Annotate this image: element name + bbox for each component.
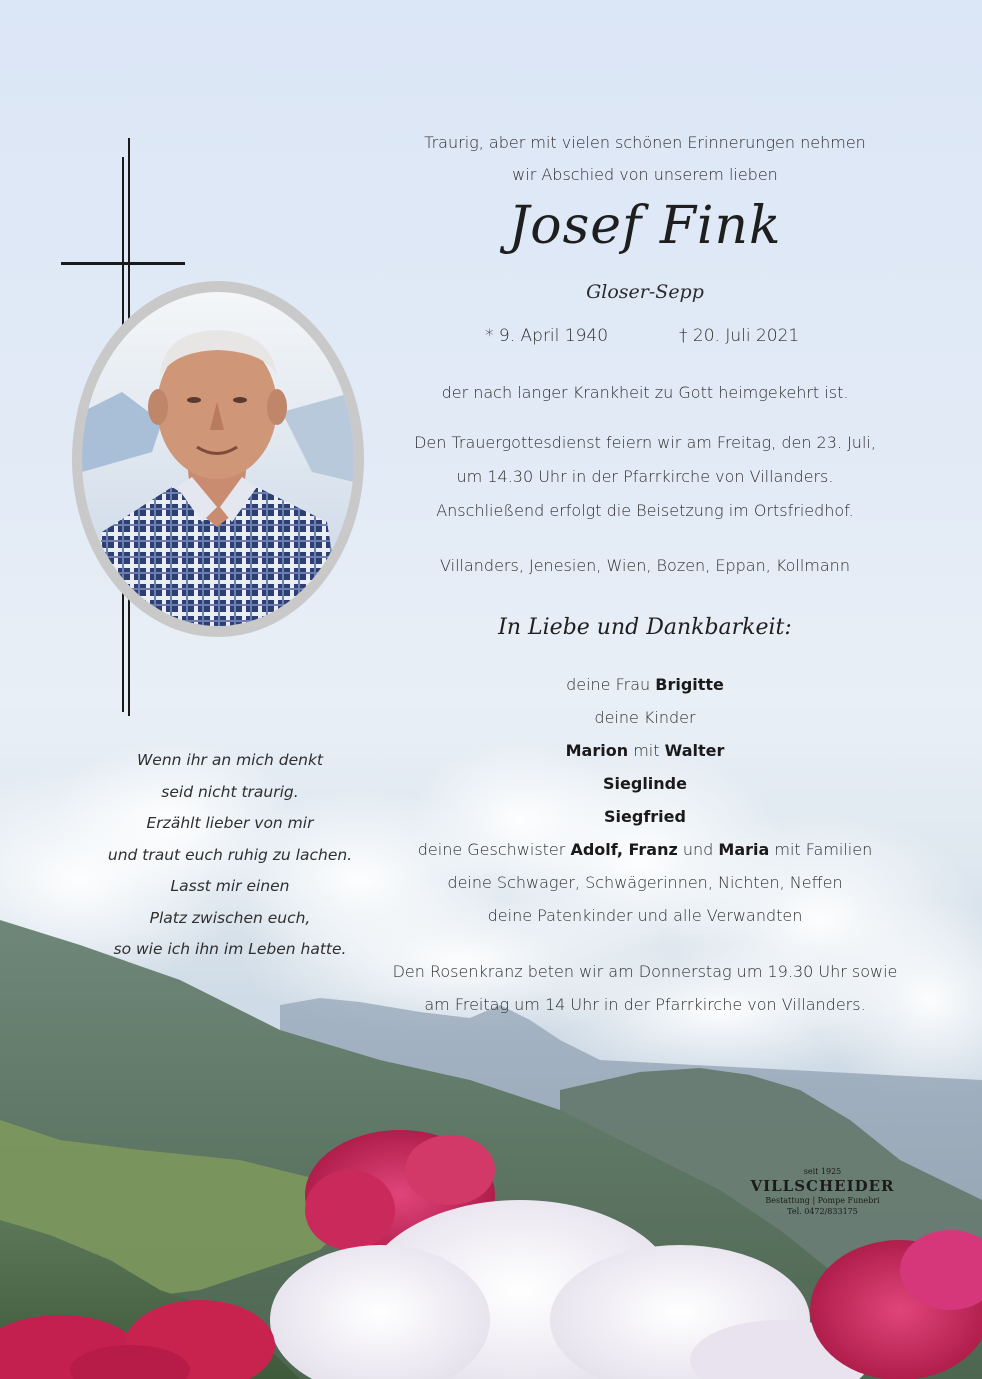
death-note: der nach langer Krankheit zu Gott heimgekehrt ist. bbox=[441, 383, 849, 402]
deceased-nickname: Gloser-Sepp bbox=[586, 281, 704, 303]
wife-prefix: deine Frau bbox=[566, 675, 651, 694]
places: Villanders, Jenesien, Wien, Bozen, Eppan, Kollmann bbox=[440, 556, 850, 575]
funeral-home-since: seit 1925 bbox=[803, 1167, 842, 1176]
funeral-home-name: VILLSCHEIDER bbox=[750, 1177, 895, 1195]
poem-line: seid nicht traurig. bbox=[161, 782, 299, 801]
funeral-home-phone: Tel. 0472/833175 bbox=[787, 1207, 858, 1216]
family-siblings bbox=[380, 833, 910, 866]
poem-line: Lasst mir einen bbox=[170, 877, 290, 895]
mourners-heading: In Liebe und Dankbarkeit: bbox=[498, 615, 792, 640]
deceased-name: Josef Fink bbox=[508, 196, 782, 256]
child-3-name: Siegfried bbox=[604, 807, 686, 826]
family-child-2 bbox=[380, 767, 910, 800]
siblings-prefix: deine Geschwister bbox=[417, 840, 566, 859]
cross-horizontal-line bbox=[61, 262, 185, 265]
siblings-suffix: mit Familien bbox=[774, 840, 873, 859]
intro-line-2: wir Abschied von unserem lieben bbox=[512, 165, 778, 184]
rosary-line-1: Den Rosenkranz beten wir am Donnerstag um 19.30 Uhr sowie bbox=[392, 962, 898, 981]
siblings-names-b: Maria bbox=[718, 840, 770, 859]
funeral-home-subtitle: Bestattung | Pompe Funebri bbox=[765, 1196, 880, 1205]
family-godchildren: deine Patenkinder und alle Verwandten bbox=[487, 906, 803, 925]
family-children-label: deine Kinder bbox=[594, 708, 696, 727]
child-1-partner: Walter bbox=[664, 741, 725, 760]
family-child-1 bbox=[380, 734, 910, 767]
poem-line: Platz zwischen euch, bbox=[149, 908, 311, 927]
family-inlaws: deine Schwager, Schwägerinnen, Nichten, Neffen bbox=[447, 873, 843, 892]
rosary-info bbox=[380, 955, 910, 1021]
service-line-3: Anschließend erfolgt die Beisetzung im Ortsfriedhof. bbox=[436, 501, 854, 520]
funeral-home-logo bbox=[740, 1166, 905, 1217]
death-date: † 20. Juli 2021 bbox=[679, 326, 800, 346]
poem-line: und traut euch ruhig zu lachen. bbox=[107, 845, 353, 864]
child-2-name: Sieglinde bbox=[603, 774, 687, 793]
family-wife bbox=[380, 668, 910, 701]
service-info bbox=[380, 426, 910, 528]
family-list bbox=[380, 668, 910, 932]
portrait-photo bbox=[82, 292, 354, 626]
poem-line: Wenn ihr an mich denkt bbox=[136, 751, 324, 769]
intro-line-1: Traurig, aber mit vielen schönen Erinnerungen nehmen bbox=[424, 133, 866, 152]
service-line-2: um 14.30 Uhr in der Pfarrkirche von Villanders. bbox=[456, 467, 834, 486]
service-line-1: Den Trauergottesdienst feiern wir am Freitag, den 23. Juli, bbox=[414, 433, 876, 452]
birth-date: * 9. April 1940 bbox=[485, 326, 609, 346]
intro-text bbox=[410, 127, 880, 191]
connector-mit: mit bbox=[633, 741, 660, 760]
rosary-line-2: am Freitag um 14 Uhr in der Pfarrkirche von Villanders. bbox=[424, 995, 866, 1014]
poem-line: so wie ich ihn im Leben hatte. bbox=[113, 940, 347, 958]
poem-line: Erzählt lieber von mir bbox=[146, 814, 314, 832]
connector-und: und bbox=[682, 840, 714, 859]
child-1-name: Marion bbox=[565, 741, 629, 760]
siblings-names-a: Adolf, Franz bbox=[570, 840, 678, 859]
wife-name: Brigitte bbox=[655, 675, 724, 694]
poem bbox=[60, 745, 400, 966]
family-child-3 bbox=[380, 800, 910, 833]
